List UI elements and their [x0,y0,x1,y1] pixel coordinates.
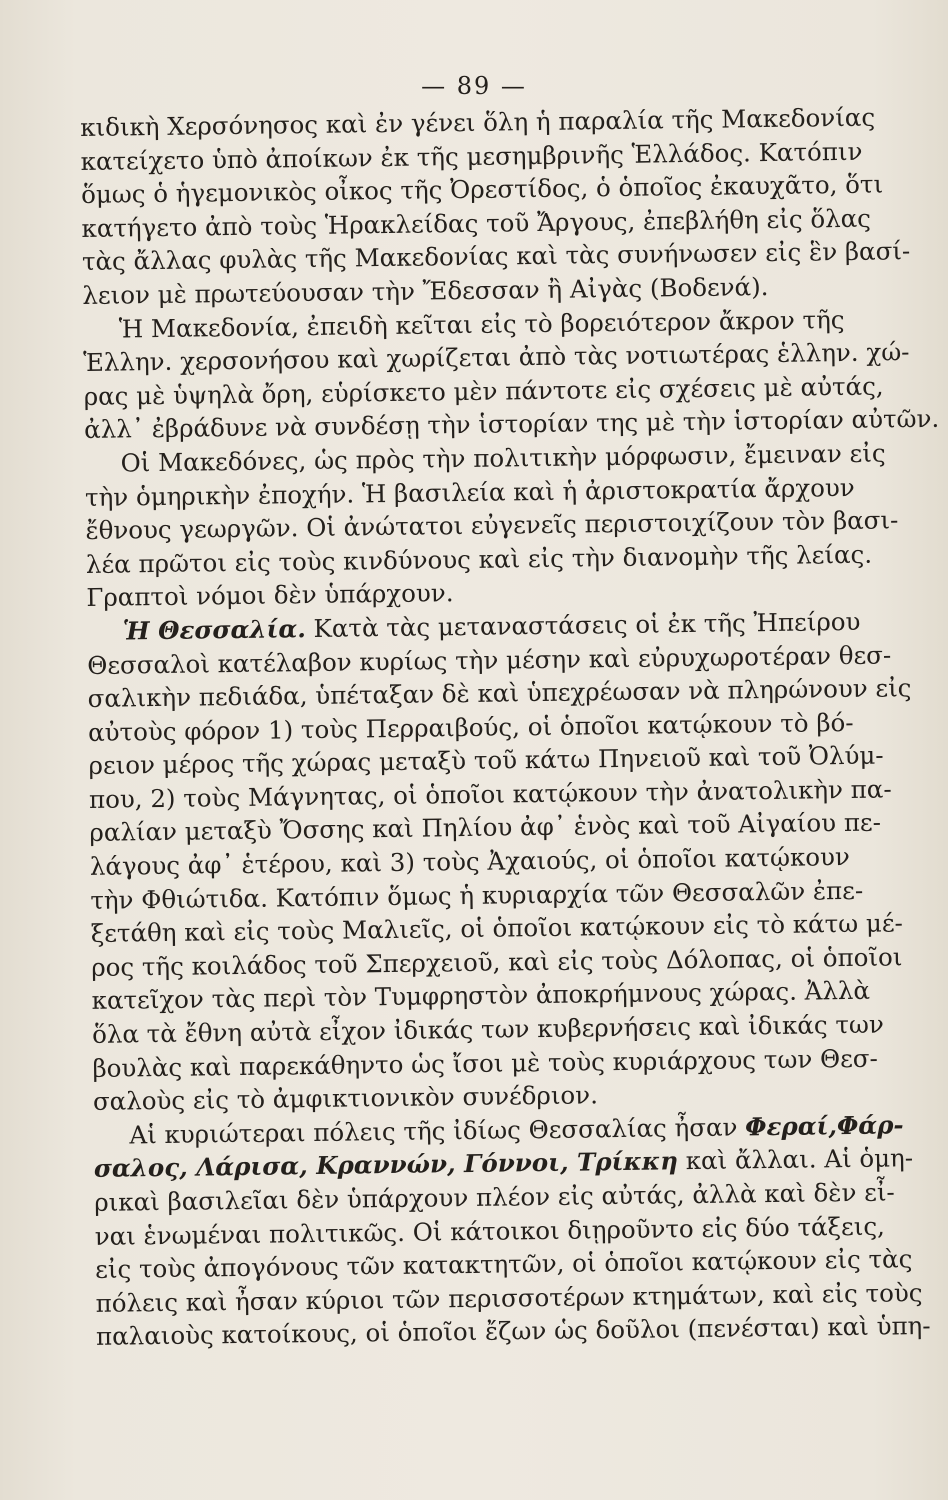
body-text [80,101,940,1354]
line-text: Οἱ Μακεδόνες, ὡς πρὸς τὴν πολιτικὴν μόρφωσιν, ἔμειναν εἰς [120,438,886,478]
line-text: Θεσσαλοὶ κατέλαβον κυρίως τὴν μέσην καὶ εὐρυχωροτέραν θεσ- [87,639,892,680]
line-text: ἔθνους γεωργῶν. Οἱ ἀνώτατοι εὐγενεῖς περιστοιχίζουν τὸν βασι- [85,505,899,546]
line-text: κιδικὴ Χερσόνησος καὶ ἐν γένει ὅλη ἡ παραλία τῆς Μακεδονίας [80,102,876,142]
line-text: σαλοὺς εἰς τὸ ἀμφικτιονικὸν συνέδριον. [92,1080,599,1117]
line-text: καὶ ἄλλαι. Αἱ ὁμη- [677,1143,914,1176]
line-text: που, 2) τοὺς Μάγνητας, οἱ ὁποῖοι κατῴκουν τὴν ἀνατολικὴν πα- [88,774,892,814]
line-text: Ἑλλην. χερσονήσου καὶ χωρίζεται ἀπὸ τὰς νοτιωτέρας ἑλλην. χώ- [83,337,910,378]
line-text: παλαιοὺς κατοίκους, οἱ ὁποῖοι ἔζων ὡς δοῦλοι (πενέσται) καὶ ὑπη- [95,1311,931,1352]
line-text: σαλικὴν πεδιάδα, ὑπέταξαν δὲ καὶ ὑπεχρέωσαν νὰ πληρώνουν εἰς [87,673,912,714]
line-text: βουλὰς καὶ παρεκάθηντο ὡς ἴσοι μὲ τοὺς κυριάρχους των Θεσ- [92,1043,878,1083]
line-text: ρας μὲ ὑψηλὰ ὄρη, εὑρίσκετο μὲν πάντοτε εἰς σχέσεις μὲ αὐτάς, [83,371,884,411]
line-text: Γραπτοὶ νόμοι δὲν ὑπάρχουν. [86,578,454,613]
line-text: ὅμως ὁ ἡγεμονικὸς οἶκος τῆς Ὀρεστίδος, ὁ ὁποῖος ἐκαυχᾶτο, ὅτι [80,169,884,210]
line-text: κατεῖχον τὰς περὶ τὸν Τυμφρηστὸν ἀποκρήμνους χώρας. Ἀλλὰ [91,976,871,1016]
line-text: ὅλα τὰ ἔθνη αὐτὰ εἶχον ἰδικάς των κυβερνήσεις καὶ ἰδικάς των [91,1009,884,1049]
line-text: ραλίαν μεταξὺ Ὄσσης καὶ Πηλίου ἀφ᾿ ἑνὸς καὶ τοῦ Αἰγαίου πε- [89,808,882,848]
line-text: ρειον μέρος τῆς χώρας μεταξὺ τοῦ κάτω Πηνειοῦ καὶ τοῦ Ὀλύμ- [88,740,884,781]
line-text: κατήγετο ἀπὸ τοὺς Ἡρακλείδας τοῦ Ἄργους, ἐπεβλήθη εἰς ὅλας [81,203,872,243]
line-text: λέα πρῶτοι εἰς τοὺς κινδύνους καὶ εἰς τὴν διανομὴν τῆς λείας. [85,539,873,579]
line-text: Αἱ κυριώτεραι πόλεις τῆς ἰδίως Θεσσαλίας ἦσαν [129,1112,746,1150]
line-text: εἰς τοὺς ἀπογόνους τῶν κατακτητῶν, οἱ ὁποῖοι κατῴκουν εἰς τὰς [94,1244,913,1285]
line-text: κατείχετο ὑπὸ ἀποίκων ἐκ τῆς μεσημβρινῆς Ἑλλάδος. Κατόπιν [80,136,863,176]
line-text: ρικαὶ βασιλεῖαι δὲν ὑπάρχουν πλέον εἰς αὐτάς, ἀλλὰ καὶ δὲν εἶ- [94,1177,895,1217]
line-text: τὴν Φθιώτιδα. Κατόπιν ὅμως ἡ κυριαρχία τῶν Θεσσαλῶν ἐπε- [90,875,864,915]
line-text: Ἡ Μακεδονία, ἐπειδὴ κεῖται εἰς τὸ βορειότερον ἄκρον τῆς [118,304,845,344]
line-text: ξετάθη καὶ εἰς τοὺς Μαλιεῖς, οἱ ὁποῖοι κατῴκουν εἰς τὸ κάτω μέ- [90,908,904,949]
line-text: αὐτοὺς φόρον 1) τοὺς Περραιβούς, οἱ ὁποῖοι κατῴκουν τὸ βό- [87,707,854,747]
city-names: Φεραί,Φάρ- [745,1110,904,1142]
line-text: τὴν ὁμηρικὴν ἐποχήν. Ἡ βασιλεία καὶ ἡ ἀριστοκρατία ἄρχουν [84,472,855,512]
line-text: λάγους ἀφ᾿ ἑτέρου, καὶ 3) τοὺς Ἀχαιούς, οἱ ὁποῖοι κατῴκουν [89,842,851,881]
line-text: ρος τῆς κοιλάδος τοῦ Σπερχειοῦ, καὶ εἰς τοὺς Δόλοπας, οἱ ὁποῖοι [91,942,903,982]
line-text: τὰς ἄλλας φυλὰς τῆς Μακεδονίας καὶ τὰς συνήνωσεν εἰς ἓν βασί- [81,236,911,277]
line-text: πόλεις καὶ ἦσαν κύριοι τῶν περισσοτέρων κτημάτων, καὶ εἰς τοὺς [95,1277,923,1318]
line-text: ἀλλ᾿ ἐβράδυνε νὰ συνδέσῃ τὴν ἱστορίαν της μὲ τὴν ἱστορίαν αὐτῶν. [83,404,940,445]
city-names: σαλος, Λάρισα, Κραννών, Γόννοι, Τρίκκη [93,1146,679,1184]
line-text: ναι ἑνωμέναι πολιτικῶς. Οἱ κάτοικοι διῃροῦντο εἰς δύο τάξεις, [94,1211,886,1251]
page-number: — 89 — [421,72,527,100]
line-text: λειον μὲ πρωτεύουσαν τὴν Ἔδεσσαν ἢ Αἰγὰς (Βοδενά). [82,271,769,310]
section-heading: Ἡ Θεσσαλία. [122,613,306,646]
line-text: Κατὰ τὰς μεταναστάσεις οἱ ἐκ τῆς Ἠπείρου [305,606,861,643]
